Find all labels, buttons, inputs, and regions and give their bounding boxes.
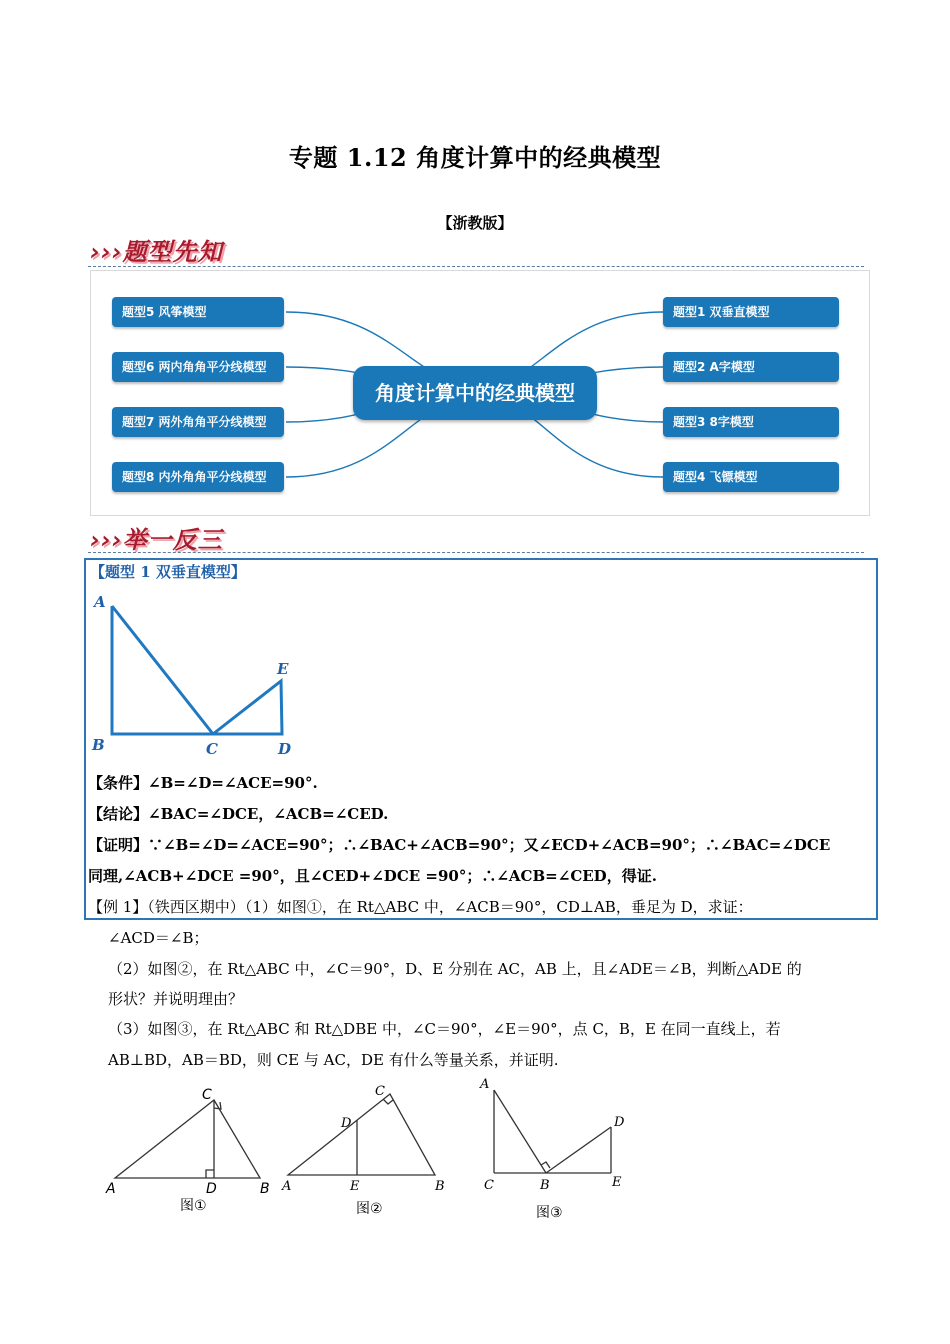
example-line-6: AB⊥BD，AB＝BD，则 CE 与 AC，DE 有什么等量关系，并证明. [108, 1051, 559, 1069]
banner-overview: ›››题型先知 [90, 238, 223, 266]
fig3-label-d: D [614, 1115, 625, 1130]
segment-bd [546, 1127, 611, 1173]
type1-figure [88, 588, 308, 760]
mindmap-node-type5: 题型5 风筝模型 [112, 297, 284, 327]
label-d: D [278, 740, 292, 758]
figure-2 [280, 1080, 450, 1225]
example-line-3: （2）如图②，在 Rt△ABC 中，∠C＝90°，D、E 分别在 AC，AB 上，且∠ADE＝∠B，判断△ADE 的 [108, 960, 802, 978]
proof-line-2: 同理,∠ACB+∠DCE =90°，且∠CED+∠DCE =90°；∴∠ACB=∠CED，得证. [88, 867, 657, 885]
triangle-abc [115, 1100, 260, 1178]
fig3-label-a: A [480, 1077, 490, 1092]
mindmap-node-type6: 题型6 两内角角平分线模型 [112, 352, 284, 382]
conclusion-text: 【结论】∠BAC=∠DCE，∠ACB=∠CED. [88, 805, 389, 823]
mindmap-node-type3: 题型3 8字模型 [663, 407, 839, 437]
fig2-label-c: C [375, 1084, 385, 1099]
label-b: B [92, 736, 105, 754]
segment-ab [494, 1090, 546, 1173]
edition-label: 【浙教版】 [437, 214, 513, 232]
right-angle-c [383, 1099, 393, 1104]
figure-1 [100, 1085, 280, 1225]
banner-practice: ›››举一反三 [90, 526, 223, 554]
fig3-label-c: C [484, 1178, 494, 1193]
example-line-5: （3）如图③，在 Rt△ABC 和 Rt△DBE 中，∠C＝90°，∠E＝90°，点 C，B，E 在同一直线上，若 [108, 1020, 781, 1038]
figure-3 [470, 1072, 640, 1227]
fig3-label-b: B [540, 1178, 550, 1193]
triangle-abc [288, 1094, 435, 1175]
mindmap-node-type1: 题型1 双垂直模型 [663, 297, 839, 327]
mindmap-node-type2: 题型2 A字模型 [663, 352, 839, 382]
fig1-label-d: D [206, 1181, 217, 1197]
fig1-label-c: C [202, 1087, 212, 1103]
fig2-label-e: E [350, 1179, 360, 1194]
fig1-caption: 图① [180, 1198, 207, 1214]
example-line-4: 形状？并说明理由？ [108, 990, 244, 1008]
label-e: E [277, 660, 289, 678]
fig1-label-b: B [260, 1181, 270, 1197]
triangle-abc [112, 606, 213, 734]
page-title: 专题 1.12 角度计算中的经典模型 [288, 143, 662, 172]
mindmap-node-type4: 题型4 飞镖模型 [663, 462, 839, 492]
proof-line-1: 【证明】∵∠B=∠D=∠ACE=90°；∴∠BAC+∠ACB=90°；又∠ECD+∠ACB=90°；∴∠BAC=∠DCE [88, 836, 831, 854]
divider [88, 552, 864, 553]
mindmap-center: 角度计算中的经典模型 [353, 366, 597, 420]
type1-title: 【题型 1 双垂直模型】 [90, 563, 246, 581]
fig2-label-d: D [341, 1116, 352, 1131]
label-a: A [94, 593, 106, 611]
mindmap-node-type7: 题型7 两外角角平分线模型 [112, 407, 284, 437]
right-angle-d [206, 1170, 214, 1178]
mindmap-node-type8: 题型8 内外角角平分线模型 [112, 462, 284, 492]
example-line-1: 【例 1】（铁西区期中）（1）如图①，在 Rt△ABC 中，∠ACB＝90°，CD⊥AB，垂足为 D，求证： [88, 898, 753, 916]
example-line-2: ∠ACD＝∠B； [108, 929, 209, 947]
divider [88, 266, 864, 267]
condition-text: 【条件】∠B=∠D=∠ACE=90°. [88, 774, 318, 792]
label-c: C [206, 740, 218, 758]
fig3-label-e: E [612, 1175, 622, 1190]
fig2-caption: 图② [356, 1201, 383, 1217]
fig2-label-b: B [435, 1179, 445, 1194]
mindmap [90, 270, 870, 516]
fig3-caption: 图③ [536, 1205, 563, 1221]
fig2-label-a: A [282, 1179, 292, 1194]
fig1-label-a: A [106, 1181, 116, 1197]
triangle-cde [213, 681, 282, 734]
